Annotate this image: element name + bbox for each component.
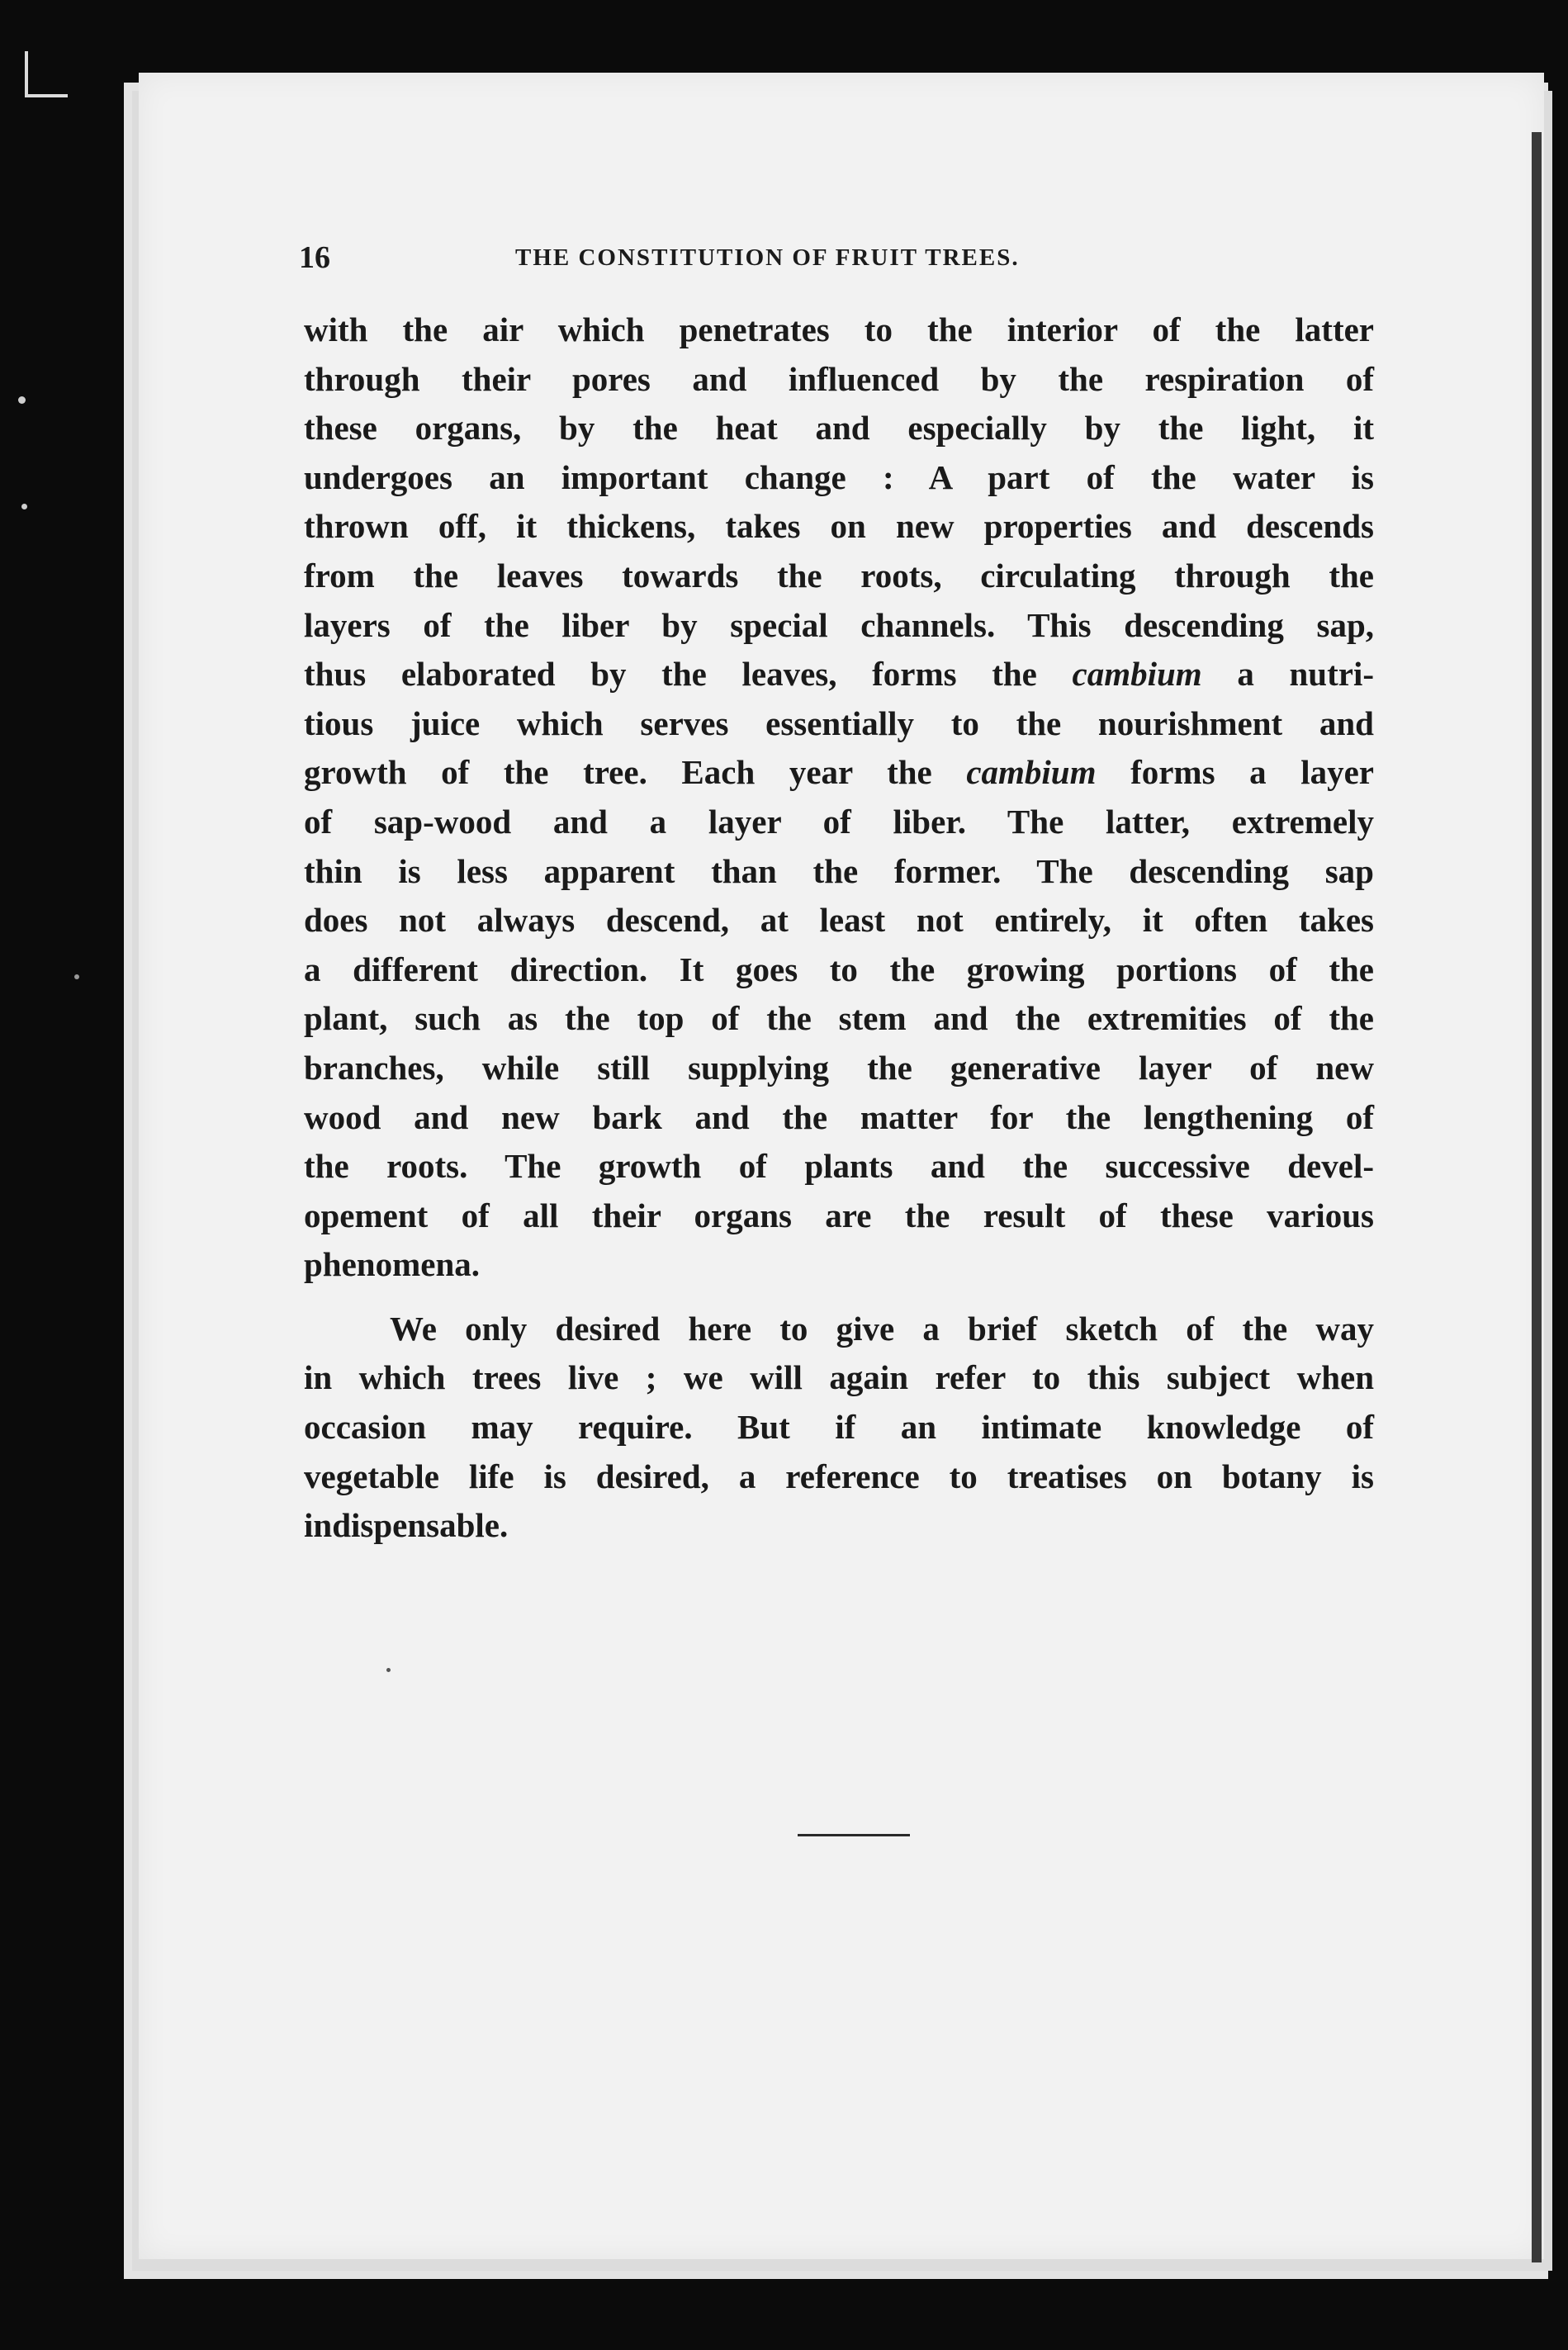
scan-speck <box>74 974 79 979</box>
end-rule <box>798 1834 910 1836</box>
text-line: thin is less apparent than the former. The descending sap <box>304 851 1374 890</box>
text-line: vegetable life is desired, a reference to treatises on botany is <box>304 1457 1374 1495</box>
paragraph <box>304 306 1374 1290</box>
text-line: opement of all their organs are the result of these various <box>304 1196 1374 1234</box>
body-text <box>304 306 1374 1551</box>
page-number: 16 <box>299 240 330 275</box>
text-line: growth of the tree. Each year the cambium forms a layer <box>304 753 1374 792</box>
page-header <box>299 239 1224 281</box>
text-line: with the air which penetrates to the interior of the latter <box>304 310 1374 348</box>
text-line: through their pores and influenced by the respiration of <box>304 359 1374 398</box>
text-line: branches, while still supplying the generative layer of new <box>304 1048 1374 1087</box>
scan-corner-mark <box>25 51 68 97</box>
scan-speck <box>18 396 26 404</box>
text-line: We only desired here to give a brief sketch of the way <box>390 1309 1374 1348</box>
text-line: thrown off, it thickens, takes on new properties and descends <box>304 507 1374 546</box>
text-line: occasion may require. But if an intimate knowledge of <box>304 1408 1374 1447</box>
text-line: in which trees live ; we will again refer to this subject when <box>304 1358 1374 1397</box>
italic-term: cambium <box>966 753 1097 792</box>
binding-edge <box>1532 132 1542 2262</box>
text-line: does not always descend, at least not entirely, it often takes <box>304 901 1374 940</box>
scan-speck <box>386 1668 391 1672</box>
text-line: indispensable. <box>304 1506 509 1545</box>
text-line: tious juice which serves essentially to the nourishment and <box>304 704 1374 742</box>
text-line: of sap-wood and a layer of liber. The latter, extremely <box>304 802 1374 841</box>
text-line: plant, such as the top of the stem and the extremities of the <box>304 999 1374 1038</box>
text-line: wood and new bark and the matter for the lengthening of <box>304 1097 1374 1136</box>
text-line: thus elaborated by the leaves, forms the cambium a nutri- <box>304 655 1374 694</box>
text-line: a different direction. It goes to the growing portions of the <box>304 950 1374 988</box>
text-line: layers of the liber by special channels. This descending sap, <box>304 605 1374 644</box>
text-line: undergoes an important change : A part of the water is <box>304 457 1374 496</box>
scan-speck <box>21 504 27 509</box>
paragraph <box>304 1305 1374 1551</box>
italic-term: cambium <box>1072 655 1202 694</box>
paragraph-gap <box>304 1290 1374 1305</box>
running-head: THE CONSTITUTION OF FRUIT TREES. <box>515 244 1020 271</box>
text-line: from the leaves towards the roots, circulating through the <box>304 556 1374 595</box>
text-line: phenomena. <box>304 1245 481 1284</box>
text-line: the roots. The growth of plants and the successive devel- <box>304 1147 1374 1186</box>
text-line: these organs, by the heat and especially by the light, it <box>304 409 1374 448</box>
